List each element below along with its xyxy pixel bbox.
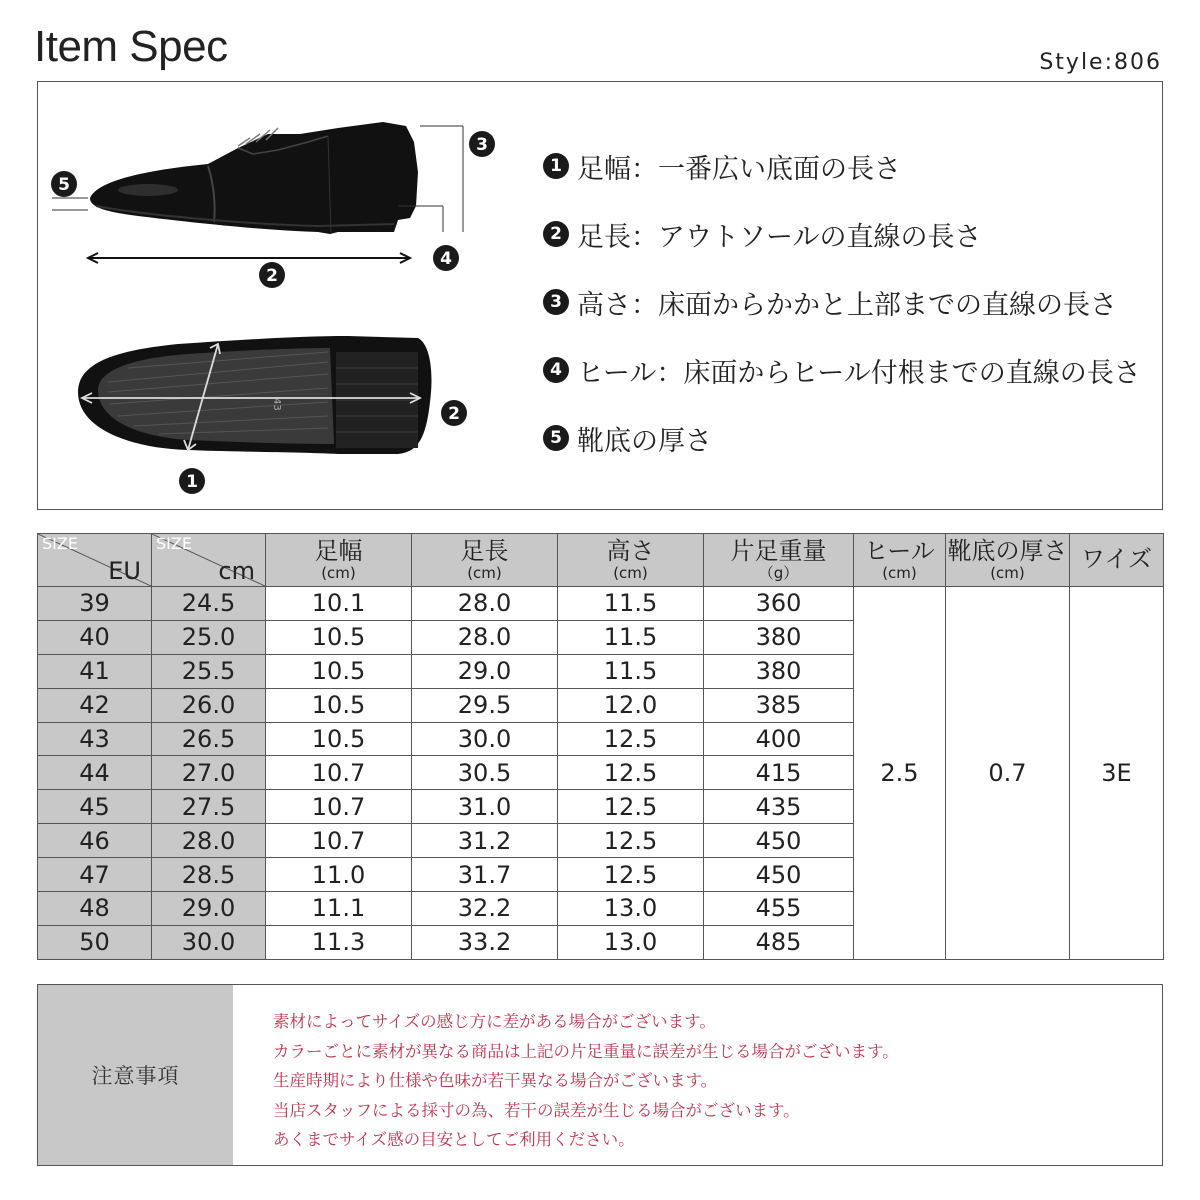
- table-cell: 50: [38, 925, 152, 959]
- notes-panel: [37, 984, 1163, 1166]
- table-cell: 10.7: [266, 756, 412, 790]
- table-cell: 400: [704, 722, 854, 756]
- table-cell: 12.5: [558, 824, 704, 858]
- table-cell: 12.5: [558, 722, 704, 756]
- legend-item: [543, 404, 1141, 472]
- marker-2-sole: 2: [448, 404, 460, 424]
- table-cell: 10.7: [266, 824, 412, 858]
- header-size-cm: SIZE cm: [152, 534, 266, 587]
- note-line: 素材によってサイズの感じ方に差がある場合がございます。: [273, 1012, 716, 1031]
- table-cell: 11.3: [266, 925, 412, 959]
- table-cell: 385: [704, 688, 854, 722]
- size-table: [37, 533, 1164, 960]
- table-row: [38, 587, 1164, 621]
- table-cell: 13.0: [558, 925, 704, 959]
- table-cell: 40: [38, 620, 152, 654]
- header-height: 高さ (cm): [558, 534, 704, 587]
- legend-number: 5: [543, 425, 569, 451]
- shoe-sole-view: [78, 336, 432, 454]
- table-cell: 12.5: [558, 790, 704, 824]
- table-cell: 29.5: [412, 688, 558, 722]
- table-cell: 455: [704, 892, 854, 926]
- legend-text: 足幅：一番広い底面の長さ: [577, 153, 901, 185]
- header-heel: ヒール (cm): [854, 534, 946, 587]
- table-cell: 25.0: [152, 620, 266, 654]
- table-cell: 24.5: [152, 587, 266, 621]
- table-header-row: [38, 534, 1164, 587]
- table-cell: 12.5: [558, 858, 704, 892]
- legend-item: [543, 268, 1141, 336]
- table-cell: 26.0: [152, 688, 266, 722]
- table-cell: 10.5: [266, 620, 412, 654]
- table-cell: 27.0: [152, 756, 266, 790]
- shoe-diagram: [38, 82, 518, 511]
- table-cell: 32.2: [412, 892, 558, 926]
- marker-1: 1: [186, 472, 198, 492]
- table-cell: 41: [38, 654, 152, 688]
- header-size-eu: SIZE EU: [38, 534, 152, 587]
- table-cell: 11.5: [558, 587, 704, 621]
- header-foot-width: 足幅 (cm): [266, 534, 412, 587]
- legend-text: 足長：アウトソールの直線の長さ: [577, 221, 982, 253]
- table-cell: 48: [38, 892, 152, 926]
- legend-number: 4: [543, 357, 569, 383]
- notes-label: 注意事項: [38, 985, 233, 1165]
- table-cell: 43: [38, 722, 152, 756]
- table-cell: 29.0: [152, 892, 266, 926]
- table-cell: 450: [704, 858, 854, 892]
- table-cell: 11.1: [266, 892, 412, 926]
- table-cell: 45: [38, 790, 152, 824]
- note-line: カラーごとに素材が異なる商品は上記の片足重量に誤差が生じる場合がございます。: [273, 1041, 899, 1061]
- table-cell: 31.0: [412, 790, 558, 824]
- table-cell: 10.5: [266, 722, 412, 756]
- legend-number: 3: [543, 289, 569, 315]
- header-sole-thickness: 靴底の厚さ (cm): [946, 534, 1070, 587]
- sole-thickness-value: 0.7: [946, 587, 1070, 960]
- style-number: Style:806: [1039, 50, 1162, 75]
- table-cell: 485: [704, 925, 854, 959]
- table-cell: 360: [704, 587, 854, 621]
- table-cell: 28.0: [412, 620, 558, 654]
- legend-number: 1: [543, 153, 569, 179]
- table-cell: 10.7: [266, 790, 412, 824]
- table-cell: 27.5: [152, 790, 266, 824]
- table-cell: 30.0: [152, 925, 266, 959]
- table-cell: 42: [38, 688, 152, 722]
- table-cell: 30.5: [412, 756, 558, 790]
- table-cell: 11.0: [266, 858, 412, 892]
- width-fit-value: 3E: [1070, 587, 1164, 960]
- legend-text: 靴底の厚さ: [577, 425, 712, 457]
- table-cell: 450: [704, 824, 854, 858]
- spec-diagram-panel: [37, 81, 1163, 510]
- note-line: あくまでサイズ感の目安としてご利用ください。: [273, 1130, 635, 1149]
- marker-5: 5: [58, 175, 70, 195]
- sole-size-number: 43: [271, 398, 282, 411]
- header-width-fit: ワイズ: [1070, 534, 1164, 587]
- table-cell: 28.5: [152, 858, 266, 892]
- table-cell: 435: [704, 790, 854, 824]
- legend-item: [543, 336, 1141, 404]
- marker-2-side: 2: [266, 266, 278, 286]
- marker-4: 4: [440, 249, 452, 269]
- table-cell: 29.0: [412, 654, 558, 688]
- table-cell: 380: [704, 654, 854, 688]
- note-line: 当店スタッフによる採寸の為、若干の誤差が生じる場合がございます。: [273, 1100, 800, 1120]
- table-cell: 47: [38, 858, 152, 892]
- legend-item: [543, 132, 1141, 200]
- table-cell: 28.0: [412, 587, 558, 621]
- legend-item: [543, 200, 1141, 268]
- table-cell: 10.5: [266, 654, 412, 688]
- table-cell: 46: [38, 824, 152, 858]
- table-cell: 415: [704, 756, 854, 790]
- table-cell: 380: [704, 620, 854, 654]
- table-cell: 10.5: [266, 688, 412, 722]
- table-cell: 44: [38, 756, 152, 790]
- shoe-side-view: [90, 122, 418, 234]
- marker-3: 3: [476, 135, 488, 155]
- table-cell: 12.5: [558, 756, 704, 790]
- table-cell: 13.0: [558, 892, 704, 926]
- table-cell: 10.1: [266, 587, 412, 621]
- measurement-legend: [543, 132, 1141, 472]
- table-cell: 26.5: [152, 722, 266, 756]
- header-weight: 片足重量 （g）: [704, 534, 854, 587]
- heel-value: 2.5: [854, 587, 946, 960]
- table-cell: 39: [38, 587, 152, 621]
- page-title: Item Spec: [34, 22, 228, 71]
- table-cell: 11.5: [558, 620, 704, 654]
- table-cell: 28.0: [152, 824, 266, 858]
- table-cell: 11.5: [558, 654, 704, 688]
- note-line: 生産時期により仕様や色味が若干異なる場合がございます。: [273, 1071, 718, 1090]
- table-cell: 30.0: [412, 722, 558, 756]
- legend-text: 高さ：床面からかかと上部までの直線の長さ: [577, 289, 1117, 321]
- table-cell: 12.0: [558, 688, 704, 722]
- table-cell: 33.2: [412, 925, 558, 959]
- table-cell: 25.5: [152, 654, 266, 688]
- legend-text: ヒール：床面からヒール付根までの直線の長さ: [577, 357, 1141, 389]
- table-cell: 31.2: [412, 824, 558, 858]
- legend-number: 2: [543, 221, 569, 247]
- notes-list: [233, 985, 899, 1165]
- table-cell: 31.7: [412, 858, 558, 892]
- header-foot-length: 足長 (cm): [412, 534, 558, 587]
